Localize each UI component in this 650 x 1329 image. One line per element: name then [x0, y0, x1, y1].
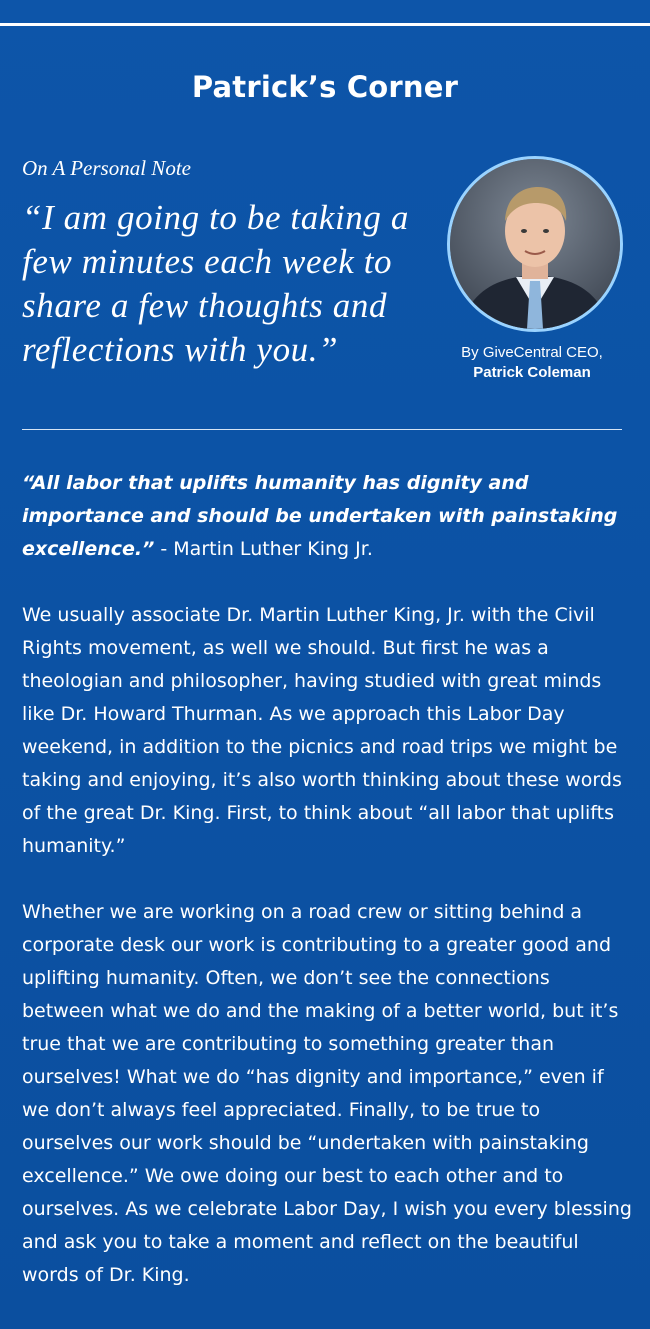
section-title: Patrick’s Corner: [191, 70, 459, 104]
author-portrait: [447, 156, 623, 332]
author-byline: [432, 343, 632, 383]
article-body: [22, 467, 632, 1325]
article-paragraph-2: Whether we are working on a road crew or sitting behind a corporate desk our work is contributing to a greater good and uplifting humanity. Often, we don’t see the connections between what we do and the making of a better world, but it’s true that we are contributing to something greater than ourselves! What we do “has dignity and importance,” even if we don’t always feel appreciated. Finally, to be true to ourselves our work should be “undertaken with painstaking excellence.” We owe doing our best to each other and to ourselves. As we celebrate Labor Day, I wish you every blessing and ask you to take a moment and reflect on the beautiful words of Dr. King.: [22, 901, 632, 1286]
article-paragraph-1: We usually associate Dr. Martin Luther King, Jr. with the Civil Rights movement, as well we should. But first he was a theologian and philosopher, having studied with great minds like Dr. Howard Thurman. As we approach this Labor Day weekend, in addition to the picnics and road trips we might be taking and enjoying, it’s also worth thinking about these words of the great Dr. King. First, to think about “all labor that uplifts humanity.”: [22, 604, 622, 857]
intro-kicker: On A Personal Note: [22, 156, 191, 180]
lead-quote: “All labor that uplifts humanity has dignity and importance and should be undertaken with painstaking excellence.”: [22, 472, 618, 560]
portrait-photo-icon: [450, 159, 620, 329]
lead-attribution: - Martin Luther King Jr.: [154, 538, 373, 560]
author-name: Patrick Coleman: [473, 364, 591, 381]
intro-quote: “I am going to be taking a few minutes each week to share a few thoughts and reflections with you.”: [22, 198, 409, 369]
byline-prefix: By GiveCentral CEO,: [461, 344, 603, 361]
section-divider: [22, 429, 622, 430]
top-rule: [0, 23, 650, 26]
lead-quote-paragraph: [22, 467, 632, 566]
